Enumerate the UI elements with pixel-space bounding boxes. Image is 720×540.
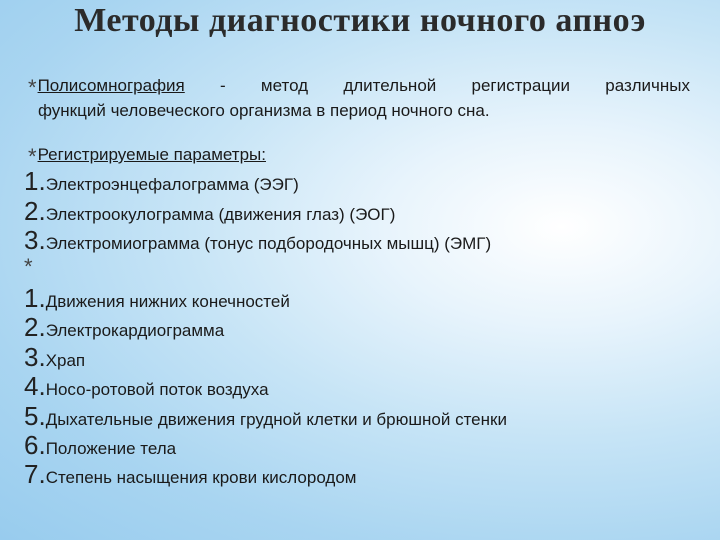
params-heading: Регистрируемые параметры: [37,145,266,164]
list-item-number: 1. [24,166,46,196]
bullet-star: * [24,254,33,279]
intro-line-1 [28,74,690,99]
list-item-text: Храп [45,350,86,370]
separator-bullet [24,254,34,280]
intro-word: метод [260,76,309,95]
slide-title: Методы диагностики ночного апноэ [74,2,646,39]
list-item [24,371,269,401]
list-item-text: Электрокардиограмма [45,321,225,341]
intro-word: длительной [343,76,437,95]
intro-dash: - [220,76,226,95]
list-item [24,166,299,196]
list-item-text: Электроокулограмма (движения глаз) (ЭОГ) [45,204,396,224]
list-item [24,459,356,489]
list-item [24,283,290,313]
bullet-star: * [28,75,37,100]
list-item-number: 3. [24,225,46,255]
list-item [24,196,395,226]
list-item-text: Носо-ротовой поток воздуха [45,380,269,400]
list-item-number: 5. [24,400,46,431]
intro-lead [28,74,185,99]
list-item [24,342,85,372]
list-item-number: 6. [24,430,46,460]
list-item-text: Электромиограмма (тонус подбородочных мышц) (ЭМГ) [45,234,492,253]
bullet-star: * [28,144,37,169]
intro-term: Полисомнография [37,76,185,95]
list-item-text: Электроэнцефалограмма (ЭЭГ) [45,175,299,194]
list-item-text: Движения нижних конечностей [45,292,290,311]
list-item-number: 4. [24,371,46,402]
intro-paragraph [28,74,690,122]
list-item-text: Положение тела [45,439,177,458]
list-item-number: 3. [24,341,46,372]
intro-line-2: функций человеческого организма в период ночного сна. [38,101,490,120]
list-item-number: 1. [24,283,46,313]
list-item-text: Дыхательные движения грудной клетки и брюшной стенки [45,409,507,429]
list-item-text: Степень насыщения крови кислородом [45,468,357,488]
list-item [24,225,491,255]
list-item [24,312,224,342]
list-item [24,401,507,431]
intro-word: различных [605,76,690,95]
list-item-number: 7. [24,459,46,490]
list-item [24,430,176,460]
list-item-number: 2. [24,312,46,343]
list-item-number: 2. [24,195,46,226]
intro-word: регистрации [471,76,571,95]
